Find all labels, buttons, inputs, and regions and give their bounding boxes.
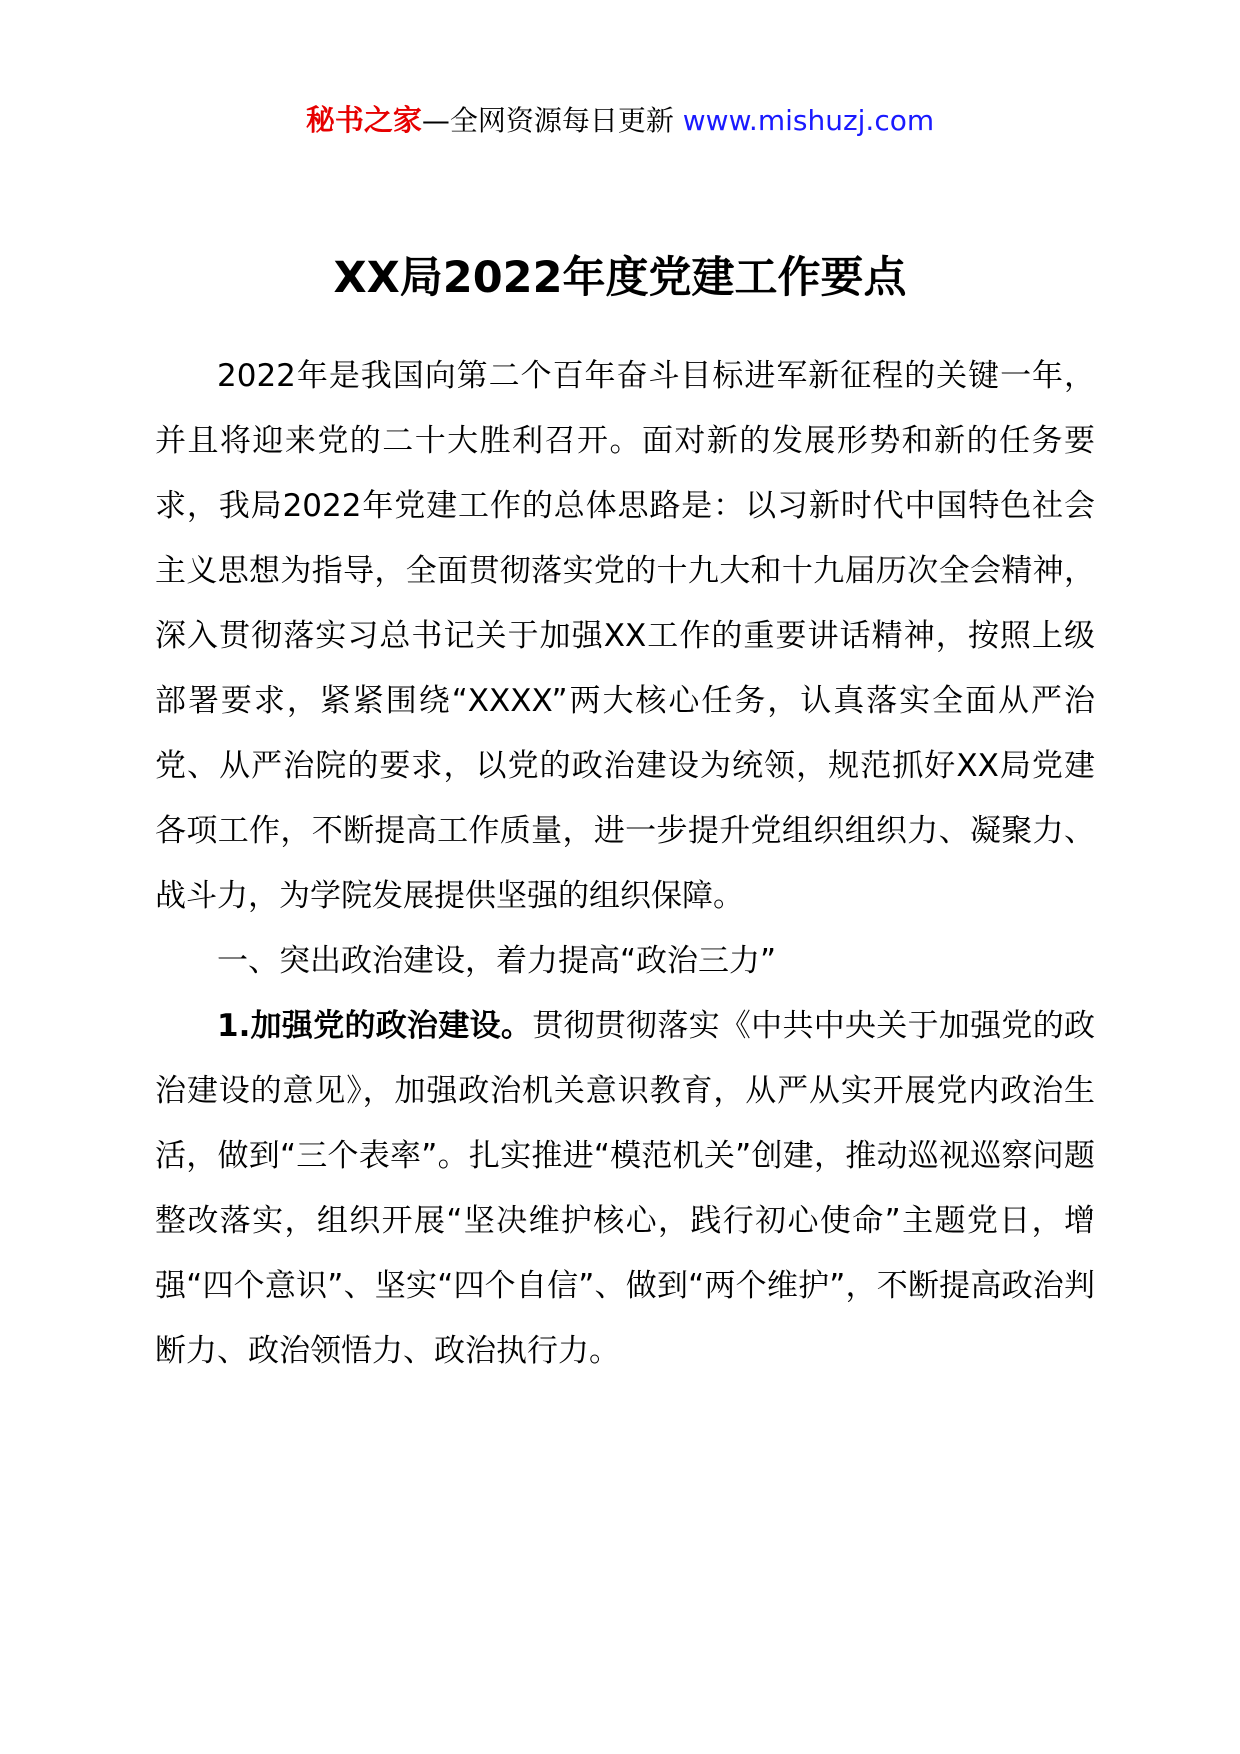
item-body: 贯彻贯彻落实《中共中央关于加强党的政治建设的意见》，加强政治机关意识教育，从严从实开展党内政治生活，做到“三个表率”。扎实推进“模范机关”创建，推动巡视巡察问题整改落实，组织开展“坚决维护核心，践行初心使命”主题党日，增强“四个意识”、坚实“四个自信”、做到“两个维护”，不断提高政治判断力、政治领悟力、政治执行力。 (155, 1008, 1095, 1369)
document-title: XX局2022年度党建工作要点 (333, 253, 907, 303)
document-body (155, 344, 1095, 1384)
site-header (0, 100, 1240, 141)
item-lead: 1.加强党的政治建设。 (217, 1008, 533, 1044)
site-slogan: —全网资源每日更新 (421, 104, 683, 137)
intro-paragraph: 2022年是我国向第二个百年奋斗目标进军新征程的关键一年，并且将迎来党的二十大胜利召开。面对新的发展形势和新的任务要求，我局2022年党建工作的总体思路是：以习新时代中国特色社会主义思想为指导，全面贯彻落实党的十九大和十九届历次全会精神，深入贯彻落实习总书记关于加强XX工作的重要讲话精神，按照上级部署要求，紧紧围绕“XXXX”两大核心任务，认真落实全面从严治党、从严治院的要求，以党的政治建设为统领，规范抓好XX局党建各项工作，不断提高工作质量，进一步提升党组织组织力、凝聚力、战斗力，为学院发展提供坚强的组织保障。 (155, 358, 1095, 914)
site-brand: 秘书之家 (305, 103, 422, 137)
section-heading: 一、突出政治建设，着力提高“政治三力” (217, 943, 777, 979)
site-url-link[interactable]: www.mishuzj.com (682, 104, 935, 137)
item-paragraph (155, 994, 1095, 1384)
